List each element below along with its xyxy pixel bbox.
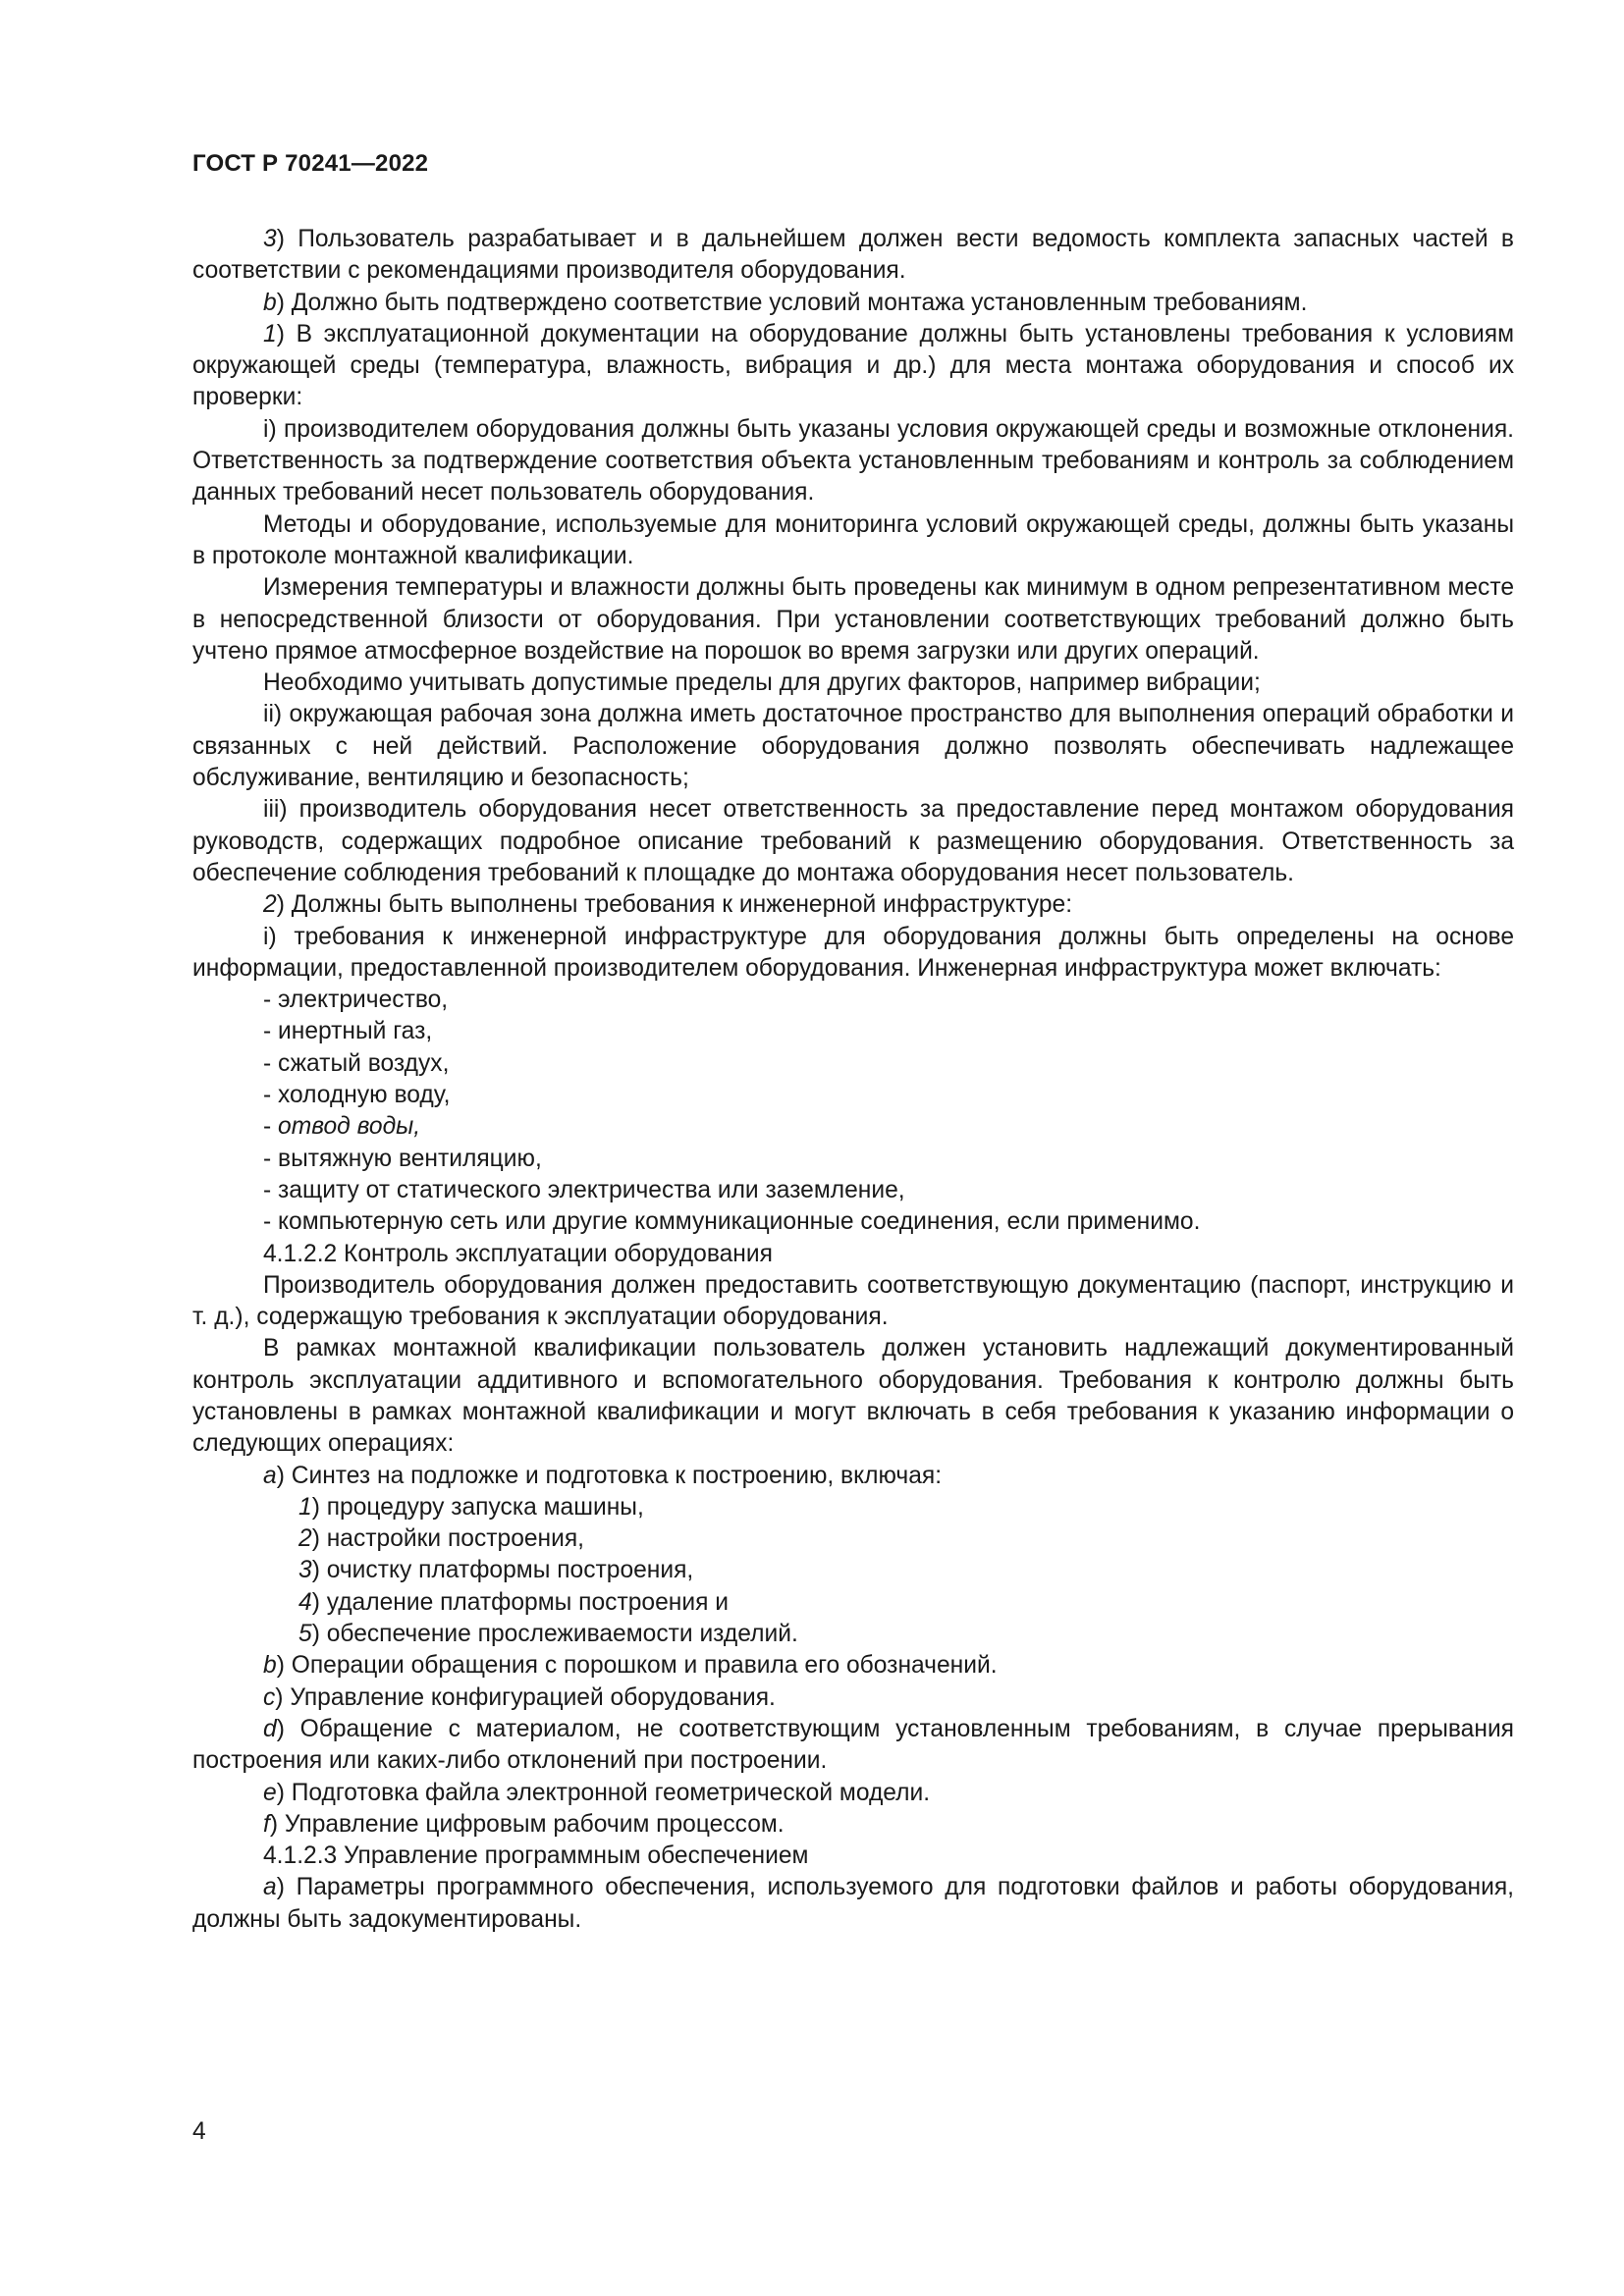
item-marker: 3 — [298, 1557, 312, 1584]
paragraph — [192, 319, 1514, 414]
paragraph — [192, 1270, 1514, 1334]
item-text: ) Параметры программного обеспечения, используемого для подготовки файлов и работы оборудования, должны быть задокументированы. — [192, 1874, 1514, 1933]
item-marker: b — [263, 289, 277, 316]
item-marker: 2 — [298, 1525, 312, 1553]
item-marker: c — [263, 1683, 276, 1711]
document-header: ГОСТ Р 70241—2022 — [192, 150, 429, 177]
item-text: - вытяжную вентиляцию, — [263, 1145, 542, 1172]
item-text: - — [263, 1113, 279, 1141]
item-text: ) Операции обращения с порошком и правила его обозначений. — [276, 1652, 998, 1680]
item-text: Производитель оборудования должен предоставить соответствующую документацию (паспорт, инструкцию и т. д.), содержащую требования к эксплуатации оборудования. — [192, 1271, 1514, 1331]
paragraph — [192, 1778, 1514, 1809]
item-text: ) очистку платформы построения, — [311, 1557, 694, 1584]
paragraph — [192, 1841, 1514, 1872]
item-text: ) Подготовка файла электронной геометрической модели. — [276, 1779, 931, 1806]
paragraph — [192, 1333, 1514, 1460]
item-marker: 2 — [263, 891, 277, 919]
paragraph — [192, 1239, 1514, 1270]
item-text: i) производителем оборудования должны быть указаны условия окружающей среды и возможные отклонения. Ответственность за подтверждение соответствия объекта установленным требованиям и контроль за соблюдением данных требований несет пользователь оборудования. — [192, 415, 1514, 507]
list-item — [192, 1206, 1514, 1238]
paragraph — [192, 667, 1514, 699]
item-text: 4.1.2.3 Управление программным обеспечением — [263, 1842, 809, 1870]
list-item — [192, 1587, 1514, 1619]
item-marker: a — [263, 1462, 277, 1489]
item-text: - защиту от статического электричества или заземление, — [263, 1176, 905, 1203]
list-item — [192, 1048, 1514, 1080]
item-marker: e — [263, 1779, 277, 1806]
item-marker: 4 — [298, 1588, 312, 1616]
list-item — [192, 1144, 1514, 1175]
item-text: i) требования к инженерной инфраструктуре для оборудования должны быть определены на основе информации, предоставленной производителем оборудования. Инженерная инфраструктура может включать: — [192, 923, 1514, 982]
list-item — [192, 1523, 1514, 1555]
item-text: Измерения температуры и влажности должны быть проведены как минимум в одном репрезентативном месте в непосредственной близости от оборудования. При установлении соответствующих требований должно быть учтено прямое атмосферное воздействие на порошок во время загрузки или других операций. — [192, 574, 1514, 665]
item-marker: 1 — [298, 1493, 312, 1521]
paragraph — [192, 699, 1514, 794]
body-text — [192, 224, 1514, 1936]
item-marker: d — [263, 1715, 277, 1742]
item-text: iii) производитель оборудования несет ответственность за предоставление перед монтажом оборудования руководств, содержащих подробное описание требований к размещению оборудования. Ответственность за обеспечение соблюдения требований к площадке до монтажа оборудования несет пользователь. — [192, 796, 1514, 886]
item-text: Методы и оборудование, используемые для мониторинга условий окружающей среды, должны быть указаны в протоколе монтажной квалификации. — [192, 510, 1514, 569]
item-marker: 1 — [263, 320, 277, 347]
paragraph — [192, 224, 1514, 288]
list-item — [192, 1492, 1514, 1523]
item-marker: f — [263, 1810, 270, 1838]
item-text: ) Управление конфигурацией оборудования. — [275, 1683, 776, 1711]
paragraph — [192, 1714, 1514, 1778]
item-text: - инертный газ, — [263, 1018, 433, 1045]
item-text: ) Синтез на подложке и подготовка к построению, включая: — [276, 1462, 943, 1489]
item-marker: 3 — [263, 226, 277, 252]
item-text: ) удаление платформы построения и — [311, 1588, 729, 1616]
item-marker: 5 — [298, 1621, 312, 1648]
list-item — [192, 1016, 1514, 1047]
item-text: ) Пользователь разрабатывает и в дальнейшем должен вести ведомость комплекта запасных частей в соответствии с рекомендациями производителя оборудования. — [192, 226, 1514, 285]
item-text: ) процедуру запуска машины, — [311, 1493, 644, 1521]
item-text: ) Обращение с материалом, не соответствующим установленным требованиям, в случае прерывания построения или каких-либо отклонений при построении. — [192, 1715, 1514, 1775]
item-text: ) настройки построения, — [311, 1525, 585, 1553]
item-text: ) Должно быть подтверждено соответствие условий монтажа установленным требованиям. — [276, 289, 1308, 316]
item-text: ) обеспечение прослеживаемости изделий. — [311, 1621, 798, 1648]
item-text: - компьютерную сеть или другие коммуникационные соединения, если применимо. — [263, 1208, 1201, 1236]
item-text: - сжатый воздух, — [263, 1049, 450, 1077]
paragraph — [192, 922, 1514, 986]
list-item — [192, 1619, 1514, 1650]
paragraph — [192, 509, 1514, 573]
paragraph — [192, 794, 1514, 889]
item-marker: a — [263, 1874, 277, 1901]
paragraph — [192, 1872, 1514, 1936]
item-text: В рамках монтажной квалификации пользователь должен установить надлежащий документированный контроль эксплуатации аддитивного и вспомогательного оборудования. Требования к контролю должны быть установлены в рамках монтажной квалификации и могут включать в себя требования к указанию информации о следующих операциях: — [192, 1335, 1514, 1458]
paragraph — [192, 889, 1514, 921]
list-item — [192, 1111, 1514, 1143]
paragraph — [192, 1650, 1514, 1682]
list-item — [192, 985, 1514, 1016]
paragraph — [192, 1809, 1514, 1841]
list-item — [192, 1080, 1514, 1111]
item-text: ) Должны быть выполнены требования к инженерной инфраструктуре: — [276, 891, 1073, 919]
paragraph — [192, 288, 1514, 319]
item-text: ) В эксплуатационной документации на оборудование должны быть установлены требования к условиям окружающей среды (температура, влажность, вибрация и др.) для места монтажа оборудования и способ их проверки: — [192, 320, 1514, 411]
item-text: Необходимо учитывать допустимые пределы для других факторов, например вибрации; — [263, 669, 1261, 697]
paragraph — [192, 1461, 1514, 1492]
item-text: - холодную воду, — [263, 1082, 451, 1109]
item-text: ii) окружающая рабочая зона должна иметь достаточное пространство для выполнения операций обработки и связанных с ней действий. Расположение оборудования должно позволять обеспечивать надлежащее обслуживание, вентиляцию и безопасность; — [192, 701, 1514, 792]
item-italic-text: отвод воды, — [278, 1113, 421, 1141]
page-number: 4 — [192, 2118, 206, 2145]
list-item — [192, 1175, 1514, 1206]
paragraph — [192, 572, 1514, 667]
item-text: - электричество, — [263, 987, 449, 1014]
item-text: ) Управление цифровым рабочим процессом. — [269, 1810, 785, 1838]
item-text: 4.1.2.2 Контроль эксплуатации оборудования — [263, 1240, 773, 1267]
list-item — [192, 1555, 1514, 1586]
item-marker: b — [263, 1652, 277, 1680]
paragraph — [192, 414, 1514, 509]
paragraph — [192, 1682, 1514, 1714]
